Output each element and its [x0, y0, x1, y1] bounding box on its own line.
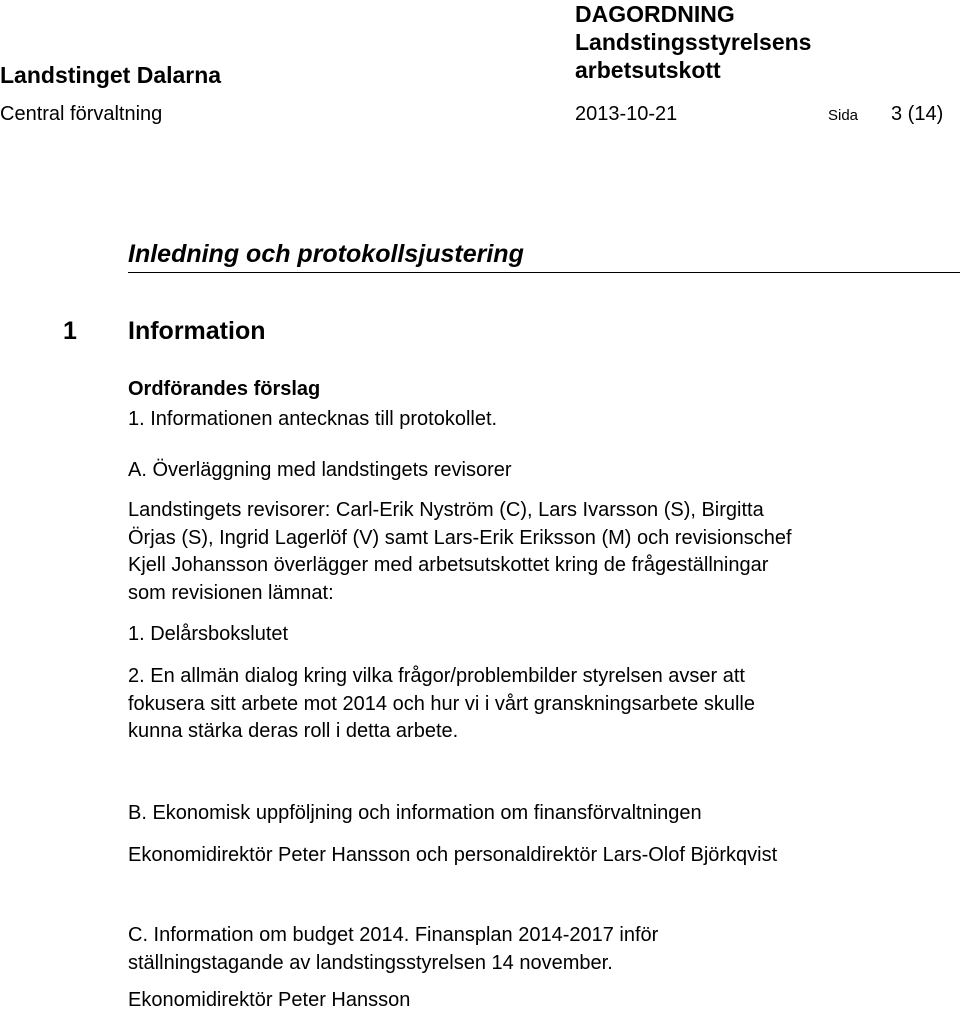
part-a-point-2-block: [128, 663, 755, 746]
part-b-title: B. Ekonomisk uppföljning och information om finansförvaltningen: [128, 802, 702, 824]
part-a-point-1-block: [128, 621, 288, 649]
part-a-paragraph: [128, 497, 792, 607]
item-title: Information: [128, 317, 266, 345]
document-date: 2013-10-21: [575, 103, 678, 125]
part-c-title-line: ställningstagande av landstingsstyrelsen 14 november.: [128, 951, 613, 974]
section-heading: Inledning och protokollsjustering: [128, 240, 524, 268]
part-a-line: Örjas (S), Ingrid Lagerlöf (V) samt Lars-Erik Eriksson (M) och revisionschef: [128, 526, 792, 549]
part-c-title-block: [128, 922, 658, 977]
proposal-label: Ordförandes förslag: [128, 378, 321, 400]
page-label: Sida: [828, 107, 859, 124]
part-b-presenter-block: [128, 842, 777, 870]
item-number: 1: [63, 317, 77, 345]
part-c-presenter-block: [128, 987, 410, 1015]
part-c-title-line: C. Information om budget 2014. Finansplan 2014-2017 inför: [128, 924, 659, 946]
part-a-point-2-line: 2. En allmän dialog kring vilka frågor/problembilder styrelsen avser att: [128, 665, 745, 687]
part-a-point-2-line: fokusera sitt arbete mot 2014 och hur vi i vårt granskningsarbete skulle: [128, 692, 755, 715]
part-a-point-1: 1. Delårsbokslutet: [128, 623, 289, 645]
heading-underline: [128, 272, 960, 273]
committee-line-1: Landstingsstyrelsens: [575, 29, 812, 55]
proposal-text-block: [128, 406, 497, 434]
part-a-title-block: [128, 457, 512, 485]
part-a-line: som revisionen lämnat:: [128, 581, 334, 604]
part-a-line: Kjell Johansson överlägger med arbetsutskottet kring de frågeställningar: [128, 554, 769, 576]
page-number: 3 (14): [891, 103, 944, 125]
part-a-title: A. Överläggning med landstingets revisorer: [128, 459, 512, 481]
part-c-presenter: Ekonomidirektör Peter Hansson: [128, 989, 411, 1011]
document-title: [575, 0, 811, 84]
proposal-text: 1. Informationen antecknas till protokollet.: [128, 408, 498, 430]
part-a-line: Landstingets revisorer: Carl-Erik Nyström (C), Lars Ivarsson (S), Birgitta: [128, 499, 764, 521]
committee-line-2: arbetsutskott: [575, 57, 721, 83]
organization-name: Landstinget Dalarna: [0, 62, 222, 88]
part-b-title-block: [128, 800, 702, 828]
part-a-point-2-line: kunna stärka deras roll i detta arbete.: [128, 720, 459, 742]
department: Central förvaltning: [0, 103, 163, 125]
doc-type: DAGORDNING: [575, 1, 735, 27]
part-b-presenter: Ekonomidirektör Peter Hansson och personaldirektör Lars-Olof Björkqvist: [128, 844, 778, 866]
